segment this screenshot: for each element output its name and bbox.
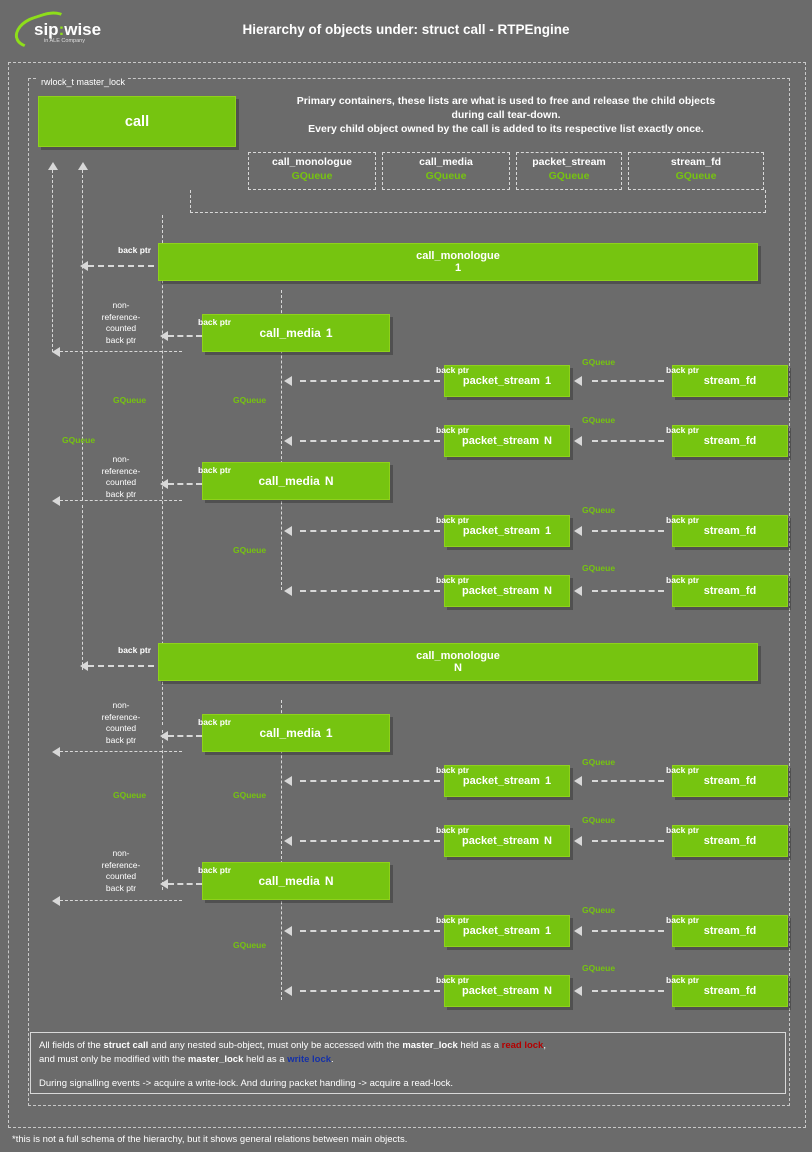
note-p2-c: . xyxy=(331,1054,334,1065)
gqueue-label-sfd-1: GQueue xyxy=(582,357,616,367)
gqueue-label-sfd-2: GQueue xyxy=(582,415,616,425)
page-title: Hierarchy of objects under: struct call - RTPEngine xyxy=(242,22,570,37)
arrow-left-sfd-5 xyxy=(574,776,582,786)
nrc-label-4: non- reference- counted back ptr xyxy=(101,848,141,893)
link-ps-8 xyxy=(300,990,440,992)
gqueue-label-call-media: GQueue xyxy=(62,435,96,445)
back-ptr-label-sfd-1: back ptr xyxy=(666,365,700,375)
back-ptr-label-ps-3: back ptr xyxy=(436,515,470,525)
arrow-left-mono-1 xyxy=(80,261,88,271)
primary-line-2: during call tear-down. xyxy=(451,109,561,121)
container-name: packet_stream xyxy=(532,156,606,168)
link-ps-5 xyxy=(300,780,440,782)
container-queue: GQueue xyxy=(425,170,467,182)
arrow-left-sfd-8 xyxy=(574,986,582,996)
gqueue-label-media-4: GQueue xyxy=(233,940,267,950)
link-ps-3 xyxy=(300,530,440,532)
node-label: stream_fd xyxy=(703,375,757,387)
back-ptr-label-ps-5: back ptr xyxy=(436,765,470,775)
arrow-left-ps-4 xyxy=(284,586,292,596)
container-call-monologue xyxy=(248,152,376,190)
node-label: packet_stream xyxy=(462,375,540,387)
link-sfd-2 xyxy=(592,440,664,442)
gqueue-label-sfd-7: GQueue xyxy=(582,905,616,915)
link-ps-7 xyxy=(300,930,440,932)
link-media-2 xyxy=(168,483,202,485)
spine-call-inner-2 xyxy=(82,505,83,670)
gqueue-label-sfd-3: GQueue xyxy=(582,505,616,515)
nrc-label-1: non- reference- counted back ptr xyxy=(101,300,141,345)
link-media-4 xyxy=(168,883,202,885)
gqueue-label-mono-2: GQueue xyxy=(113,790,147,800)
note-read-lock: read lock xyxy=(501,1040,544,1051)
back-ptr-label-ps-4: back ptr xyxy=(436,575,470,585)
back-ptr-label-media-4: back ptr xyxy=(198,865,232,875)
link-ps-4 xyxy=(300,590,440,592)
node-label: packet_stream xyxy=(462,525,540,537)
node-label: packet_stream xyxy=(462,775,540,787)
spine-call-left xyxy=(52,170,53,352)
primary-line-1: Primary containers, these lists are what is used to free and release the child objects xyxy=(296,95,716,107)
back-ptr-label-sfd-8: back ptr xyxy=(666,975,700,985)
arrow-left-ps-1 xyxy=(284,376,292,386)
back-ptr-label-ps-1: back ptr xyxy=(436,365,470,375)
container-row xyxy=(248,152,764,190)
note-p2-b: held as a xyxy=(243,1054,288,1065)
back-ptr-label-ps-8: back ptr xyxy=(436,975,470,985)
note-p1-a: All fields of the xyxy=(39,1040,104,1051)
back-ptr-label-ps-6: back ptr xyxy=(436,825,470,835)
arrow-left-media-3 xyxy=(160,731,168,741)
node-label: call_media xyxy=(258,874,320,888)
arrow-left-sfd-1 xyxy=(574,376,582,386)
gqueue-label-mono: GQueue xyxy=(113,395,147,405)
arrow-left-ps-2 xyxy=(284,436,292,446)
back-ptr-label-sfd-7: back ptr xyxy=(666,915,700,925)
link-nrc-4 xyxy=(60,900,182,901)
back-ptr-label-ps-7: back ptr xyxy=(436,915,470,925)
back-ptr-label-ps-2: back ptr xyxy=(436,425,470,435)
link-nrc-2 xyxy=(60,500,182,501)
node-label: stream_fd xyxy=(703,435,757,447)
node-index: N xyxy=(544,585,552,597)
arrow-left-media-2 xyxy=(160,479,168,489)
arrow-left-sfd-3 xyxy=(574,526,582,536)
gqueue-label-media-3: GQueue xyxy=(233,790,267,800)
arrow-left-nrc-3 xyxy=(52,747,60,757)
note-p1-c: held as a xyxy=(457,1040,502,1051)
note-line-3: During signalling events -> acquire a write-lock. And during packet handling -> acquire a read-lock. xyxy=(39,1078,454,1089)
link-sfd-5 xyxy=(592,780,664,782)
back-ptr-label-sfd-5: back ptr xyxy=(666,765,700,775)
node-label: stream_fd xyxy=(703,835,757,847)
arrow-left-mono-2 xyxy=(80,661,88,671)
node-index: 1 xyxy=(325,726,333,740)
node-label: packet_stream xyxy=(461,985,540,997)
back-ptr-label-mono-2: back ptr xyxy=(118,645,152,655)
arrow-left-sfd-6 xyxy=(574,836,582,846)
gqueue-label-sfd-5: GQueue xyxy=(582,757,616,767)
gqueue-label-media-2: GQueue xyxy=(233,545,267,555)
node-label: packet_stream xyxy=(462,925,540,937)
arrow-left-sfd-7 xyxy=(574,926,582,936)
link-ps-6 xyxy=(300,840,440,842)
note-line-1 xyxy=(39,1039,777,1053)
note-write-lock: write lock xyxy=(287,1054,332,1065)
back-ptr-label-sfd-6: back ptr xyxy=(666,825,700,835)
arrow-left-nrc-1 xyxy=(52,347,60,357)
node-index: N xyxy=(544,435,552,447)
primary-line-3: Every child object owned by the call is added to its respective list exactly once. xyxy=(308,123,704,135)
note-struct-call: struct call xyxy=(103,1040,149,1051)
arrow-left-ps-7 xyxy=(284,926,292,936)
link-mono-2 xyxy=(88,665,154,667)
link-media-1 xyxy=(168,335,202,337)
arrow-left-ps-8 xyxy=(284,986,292,996)
arrow-left-media-4 xyxy=(160,879,168,889)
back-ptr-label-mono-1: back ptr xyxy=(118,245,152,255)
primary-containers-description xyxy=(248,94,764,136)
node-index: 1 xyxy=(544,525,552,537)
logo-wordmark: sip:wise xyxy=(34,20,102,39)
back-ptr-label-media-2: back ptr xyxy=(198,465,232,475)
spine-call-inner xyxy=(82,170,83,500)
node-label: stream_fd xyxy=(703,525,757,537)
back-ptr-label-sfd-4: back ptr xyxy=(666,575,700,585)
node-label: packet_stream xyxy=(461,835,540,847)
rwlock-label: rwlock_t master_lock xyxy=(38,77,128,87)
arrow-left-ps-5 xyxy=(284,776,292,786)
link-sfd-1 xyxy=(592,380,664,382)
link-ps-2 xyxy=(300,440,440,442)
link-sfd-7 xyxy=(592,930,664,932)
gqueue-label-sfd-6: GQueue xyxy=(582,815,616,825)
note-p1-b: and any nested sub-object, must only be accessed with the xyxy=(148,1040,403,1051)
node-label: packet_stream xyxy=(461,435,540,447)
node-index: 1 xyxy=(325,326,333,340)
locking-note xyxy=(30,1032,786,1094)
node-call-monologue-2 xyxy=(158,643,758,681)
link-sfd-8 xyxy=(592,990,664,992)
node-call-monologue-1 xyxy=(158,243,758,281)
container-group-bracket xyxy=(190,190,766,213)
node-label: call_media xyxy=(259,326,321,340)
back-ptr-label-media-3: back ptr xyxy=(198,717,232,727)
arrow-left-sfd-2 xyxy=(574,436,582,446)
node-call xyxy=(38,96,236,147)
container-stream-fd xyxy=(628,152,764,190)
footnote: *this is not a full schema of the hierarchy, but it shows general relations between main objects. xyxy=(12,1134,408,1145)
node-index: N xyxy=(544,835,552,847)
node-label: stream_fd xyxy=(703,925,757,937)
container-queue: GQueue xyxy=(548,170,590,182)
node-index: 1 xyxy=(544,775,552,787)
arrow-left-ps-6 xyxy=(284,836,292,846)
gqueue-label-sfd-4: GQueue xyxy=(582,563,616,573)
note-p1-d: , xyxy=(543,1040,546,1051)
note-master-lock-1: master_lock xyxy=(402,1040,458,1051)
node-label: call_monologue xyxy=(416,250,500,262)
node-label: call_monologue xyxy=(416,650,500,662)
link-sfd-4 xyxy=(592,590,664,592)
container-queue: GQueue xyxy=(675,170,717,182)
arrow-up-call-left xyxy=(48,162,58,170)
container-queue: GQueue xyxy=(291,170,333,182)
link-nrc-3 xyxy=(60,751,182,752)
node-index: N xyxy=(324,474,334,488)
note-master-lock-2: master_lock xyxy=(187,1054,244,1065)
back-ptr-label-media-1: back ptr xyxy=(198,317,232,327)
arrow-left-sfd-4 xyxy=(574,586,582,596)
gqueue-label-media-1: GQueue xyxy=(233,395,267,405)
link-mono-1 xyxy=(88,265,154,267)
arrow-left-ps-3 xyxy=(284,526,292,536)
link-sfd-3 xyxy=(592,530,664,532)
node-label: stream_fd xyxy=(703,775,757,787)
container-name: call_media xyxy=(419,156,473,168)
arrow-up-call-inner xyxy=(78,162,88,170)
note-p2-a: and must only be modified with the xyxy=(39,1054,188,1065)
gqueue-label-sfd-8: GQueue xyxy=(582,963,616,973)
node-label: call_media xyxy=(259,726,321,740)
arrow-left-nrc-4 xyxy=(52,896,60,906)
link-media-3 xyxy=(168,735,202,737)
node-label: stream_fd xyxy=(703,985,757,997)
node-index: 1 xyxy=(454,262,462,274)
node-call-label: call xyxy=(124,113,150,130)
back-ptr-label-sfd-2: back ptr xyxy=(666,425,700,435)
node-label: packet_stream xyxy=(461,585,540,597)
node-index: N xyxy=(324,874,334,888)
link-ps-1 xyxy=(300,380,440,382)
nrc-label-3: non- reference- counted back ptr xyxy=(101,700,141,745)
container-name: call_monologue xyxy=(272,156,352,168)
container-packet-stream xyxy=(516,152,622,190)
node-index: 1 xyxy=(544,925,552,937)
arrow-left-media-1 xyxy=(160,331,168,341)
back-ptr-label-sfd-3: back ptr xyxy=(666,515,700,525)
nrc-label-2: non- reference- counted back ptr xyxy=(101,454,141,499)
arrow-left-nrc-2 xyxy=(52,496,60,506)
spine-media-2 xyxy=(162,730,163,890)
page-header xyxy=(0,0,812,62)
link-sfd-6 xyxy=(592,840,664,842)
logo-subtitle: in ALE Company xyxy=(44,38,85,44)
note-line-2 xyxy=(39,1053,777,1067)
node-index: 1 xyxy=(544,375,552,387)
container-name: stream_fd xyxy=(670,156,722,168)
node-label: call_media xyxy=(258,474,320,488)
link-nrc-1 xyxy=(60,351,182,352)
node-label: stream_fd xyxy=(703,585,757,597)
container-call-media xyxy=(382,152,510,190)
node-index: N xyxy=(454,662,462,674)
node-index: N xyxy=(544,985,552,997)
